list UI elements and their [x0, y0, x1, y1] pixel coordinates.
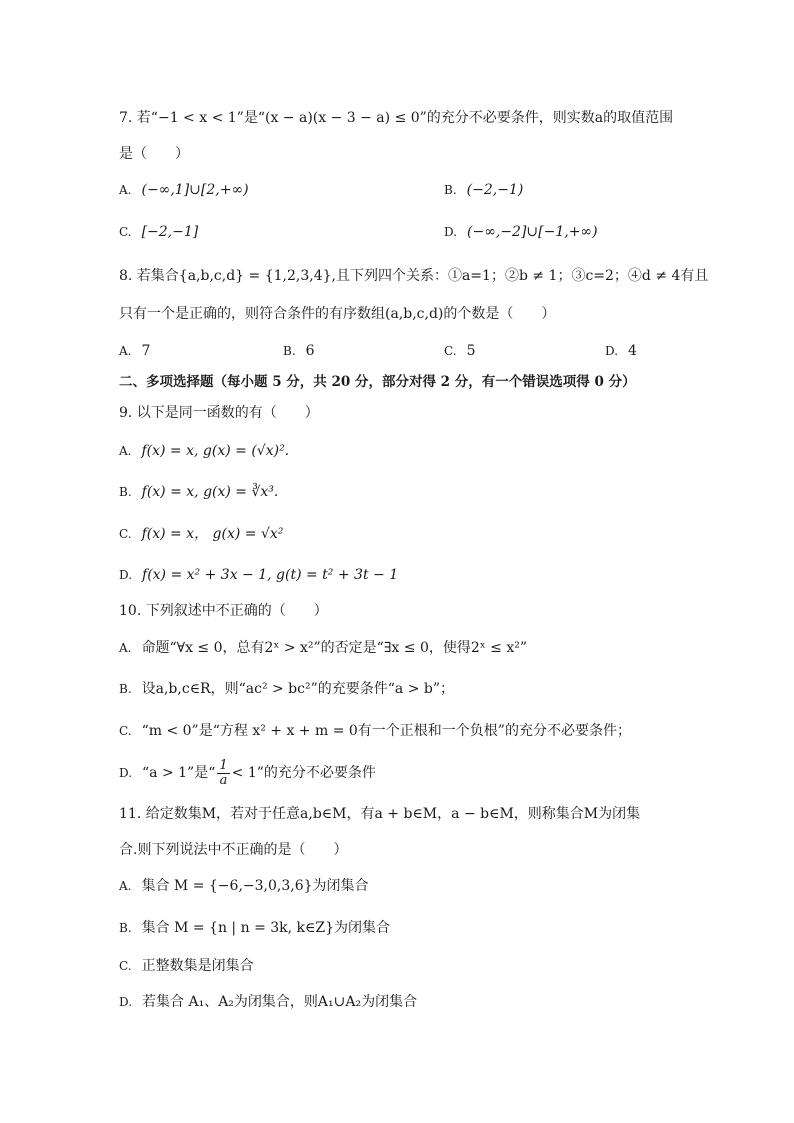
q11-option-b [119, 918, 390, 938]
option-label: C. [119, 724, 132, 738]
option-label: B. [119, 921, 132, 935]
option-text: (−2,−1) [466, 182, 524, 198]
q8-option-b [283, 341, 315, 361]
q9-option-a [119, 441, 289, 461]
option-label: D. [119, 995, 133, 1009]
q8-stem-line1: 8. 若集合{a,b,c,d} = {1,2,3,4},且下列四个关系：①a=1；②b ≠ 1；③c=2；④d ≠ 4有且 [119, 268, 709, 284]
option-label: B. [444, 183, 457, 197]
q7-stem-line2: 是（ ） [119, 146, 189, 162]
option-label: C. [119, 527, 132, 541]
option-label: D. [605, 344, 619, 358]
q11-option-c [119, 956, 254, 976]
q10-stem: 10. 下列叙述中不正确的（ ） [119, 603, 328, 619]
q8-option-a [119, 341, 150, 361]
option-text: f(x) = x, g(x) = (√x)². [141, 443, 290, 459]
option-text: 5 [466, 343, 476, 359]
option-label: C. [119, 225, 132, 239]
option-label: D. [444, 225, 458, 239]
option-text: f(x) = x, g(x) = ∛x³. [141, 484, 279, 500]
q7-option-c [119, 222, 198, 242]
q10-option-d [119, 758, 376, 788]
q9-option-c [119, 524, 283, 544]
q7-option-a [119, 180, 249, 200]
option-text: 设a,b,c∈R，则“ac² > bc²”的充要条件“a > b”； [141, 681, 455, 697]
option-text: 正整数集是闭集合 [141, 958, 254, 974]
option-label: D. [119, 766, 133, 780]
q8-option-d [605, 341, 637, 361]
option-text-post: < 1”的充分不必要条件 [231, 765, 376, 781]
q10-option-a [119, 638, 527, 658]
q11-stem-line1: 11. 给定数集M，若对于任意a,b∈M，有a + b∈M，a − b∈M，则称集合M为闭集 [119, 806, 641, 822]
q8-options-row [119, 341, 679, 361]
fraction-denominator: a [219, 772, 228, 788]
q7-stem-line1: 7. 若“−1 < x < 1”是“(x − a)(x − 3 − a) ≤ 0”的充分不必要条件，则实数a的取值范围 [119, 110, 674, 126]
fraction-one-over-a [217, 759, 229, 788]
q10-option-c [119, 721, 631, 741]
option-text: f(x) = x² + 3x − 1, g(t) = t² + 3t − 1 [142, 567, 399, 583]
option-label: D. [119, 568, 133, 582]
option-text: f(x) = x， g(x) = √x² [141, 526, 284, 542]
option-label: B. [119, 485, 132, 499]
option-text: 7 [141, 343, 151, 359]
option-text: 集合 M = {n | n = 3k, k∈Z}为闭集合 [141, 920, 391, 936]
option-text: [−2,−1] [141, 224, 199, 240]
q11-stem-line2: 合.则下列说法中不正确的是（ ） [119, 842, 348, 858]
q10-option-b [119, 679, 454, 699]
section-heading: 二、多项选择题（每小题 5 分，共 20 分，部分对得 2 分，有一个错误选项得 0 分） [119, 374, 636, 390]
q7-option-b [444, 180, 523, 200]
q11-option-d [119, 992, 417, 1012]
option-label: A. [119, 444, 132, 458]
q11-option-a [119, 876, 369, 896]
option-label: C. [119, 959, 132, 973]
option-label: B. [283, 344, 296, 358]
option-text: 若集合 A₁、A₂为闭集合，则A₁∪A₂为闭集合 [142, 994, 418, 1010]
option-text: 命题“∀x ≤ 0，总有2ˣ > x²”的否定是“∃x ≤ 0，使得2ˣ ≤ x²” [141, 640, 527, 656]
option-text: 4 [628, 343, 637, 359]
option-text-pre: “a > 1”是“ [142, 765, 216, 781]
fraction-numerator: 1 [219, 757, 228, 773]
option-label: A. [119, 641, 132, 655]
q7-option-d [444, 222, 598, 242]
option-text: (−∞,−2]∪[−1,+∞) [467, 224, 598, 240]
option-label: A. [119, 879, 132, 893]
option-label: A. [119, 344, 132, 358]
q8-option-c [444, 341, 476, 361]
option-text: 集合 M = {−6,−3,0,3,6}为闭集合 [141, 878, 369, 894]
option-text: “m < 0”是“方程 x² + x + m = 0有一个正根和一个负根”的充分不必要条件； [141, 723, 631, 739]
option-text: (−∞,1]∪[2,+∞) [141, 182, 249, 198]
q8-stem-line2: 只有一个是正确的，则符合条件的有序数组(a,b,c,d)的个数是（ ） [119, 306, 556, 322]
option-label: A. [119, 183, 132, 197]
q9-option-d [119, 565, 398, 585]
option-text: 6 [305, 343, 315, 359]
option-label: C. [444, 344, 457, 358]
q9-option-b [119, 482, 278, 502]
option-label: B. [119, 682, 132, 696]
q9-stem: 9. 以下是同一函数的有（ ） [119, 405, 319, 421]
